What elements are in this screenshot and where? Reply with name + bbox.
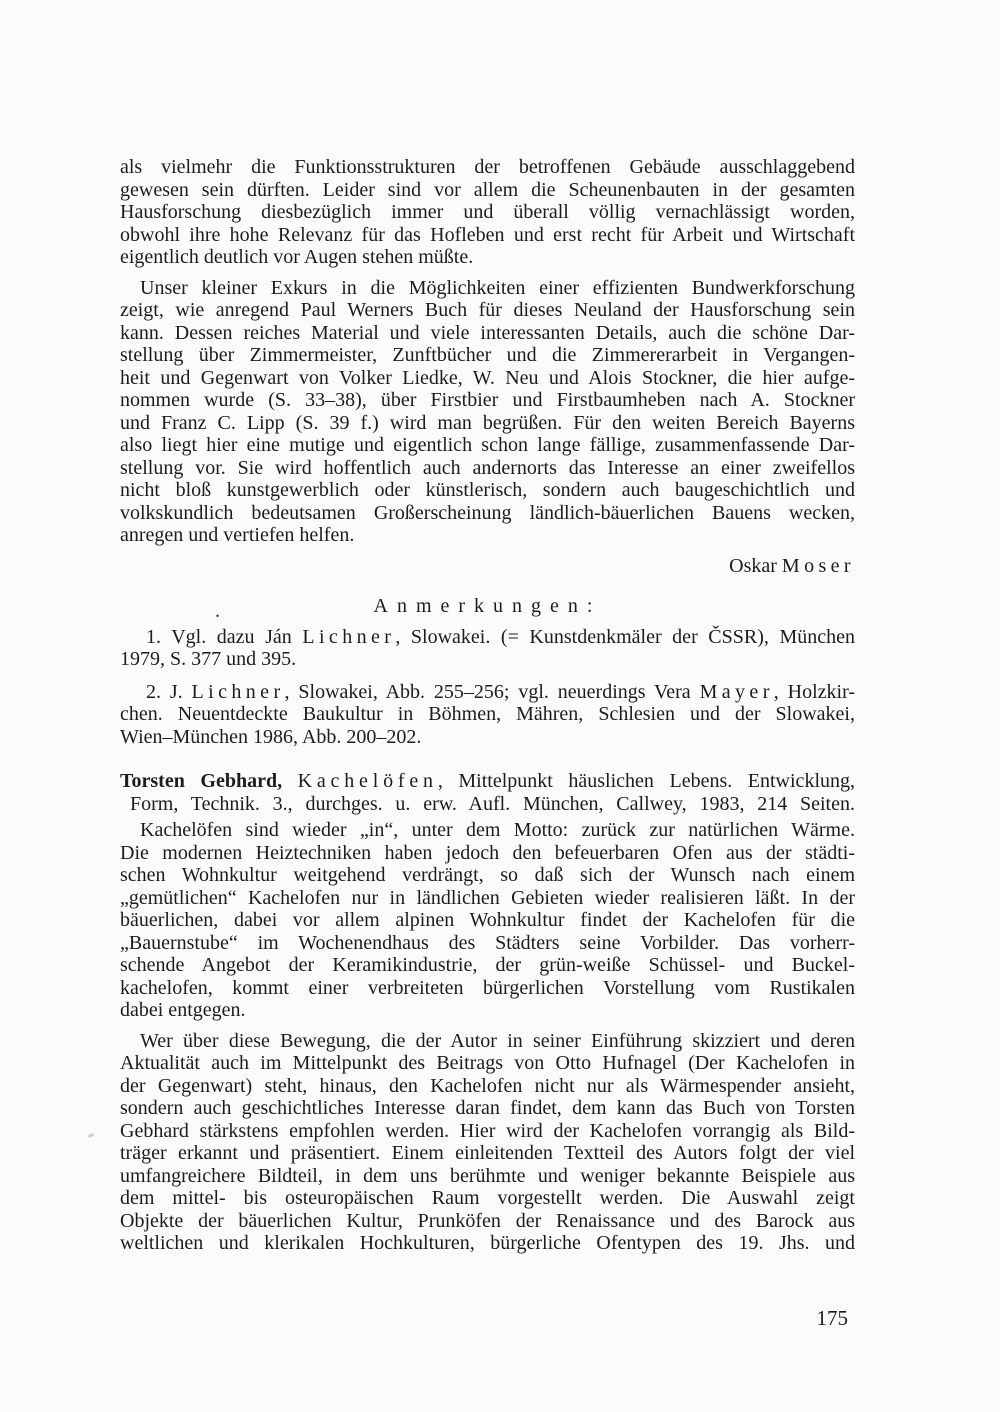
scan-artifact-speck	[88, 1133, 95, 1138]
text-line: dabei entgegen.	[120, 999, 246, 1021]
spaced-name: Lichner	[191, 680, 285, 703]
paragraph-exkurs	[120, 277, 855, 547]
footnote-1	[120, 626, 855, 671]
text-line: kann. Dessen reiches Material und viele interessanten Details, auch die schöne Dar-	[120, 321, 855, 344]
paragraph-continuation	[120, 156, 855, 269]
text-line: zeigt, wie anregend Paul Werners Buch für dieses Neuland der Hausforschung sein	[120, 299, 855, 321]
text-line: Aktualität auch im Mittelpunkt des Beitrags von Otto Hufnagel (Der Kachelofen in	[120, 1052, 855, 1074]
text-line: gewesen sein dürften. Leider sind vor allem die Scheunenbauten in der gesamten	[120, 178, 855, 201]
text-line: chen. Neuentdeckte Baukultur in Böhmen, Mähren, Schlesien und der Slowakei,	[120, 703, 855, 725]
spaced-name: Mayer	[699, 680, 774, 703]
text-line: sondern auch geschichtliches Interesse daran findet, dem kann das Buch von Torsten	[120, 1097, 855, 1119]
text-line: Unser kleiner Exkurs in die Möglichkeiten einer effizienten Bundwerkforschung	[140, 276, 855, 299]
text-line: bäuerlichen, dabei vor allem alpinen Wohnkultur findet der Kachelofen für die	[120, 909, 855, 931]
text-line: stellung über Zimmermeister, Zunftbücher und die Zimmererarbeit in Vergangen-	[120, 344, 855, 366]
footnote-text: 1. Vgl. dazu Ján	[146, 625, 303, 648]
footnote-text: , Slowakei. (= Kunstdenkmäler der ČSSR), München	[395, 625, 855, 648]
text-line: schende Angebot der Keramikindustrie, der grün-weiße Schüssel- und Buckel-	[120, 954, 855, 976]
text-line: und Franz C. Lipp (S. 39 f.) wird man begrüßen. Für den weiten Bereich Bayerns	[120, 411, 855, 434]
text-line: volkskundlich bedeutsamen Großerscheinung ländlich-bäuerlichen Bauens wecken,	[120, 501, 855, 524]
text-line: träger erkannt und präsentiert. Einem einleitenden Textteil des Autors folgt der viel	[120, 1142, 855, 1164]
review-author: Torsten Gebhard,	[120, 770, 283, 792]
text-line: Form, Technik. 3., durchges. u. erw. Aufl. München, Callwey, 1983, 214 Seiten.	[130, 792, 855, 815]
text-line	[120, 681, 855, 704]
text-line: eigentlich deutlich vor Augen stehen müßte.	[120, 246, 474, 268]
text-line: Objekte der bäuerlichen Kultur, Prunköfen der Renaissance und des Barock aus	[120, 1209, 855, 1232]
text-line: dem mittel- bis osteuropäischen Raum vorgestellt werden. Die Auswahl zeigt	[120, 1187, 855, 1209]
footnote-text: , Holzkir-	[773, 680, 855, 703]
text-line: stellung vor. Sie wird hoffentlich auch andernorts das Interesse an einer zweifellos	[120, 456, 855, 479]
text-line: Kachelöfen sind wieder „in“, unter dem Motto: zurück zur natürlichen Wärme.	[140, 819, 855, 841]
footnote-text: 2. J.	[146, 680, 192, 703]
spaced-name: Lichner	[302, 625, 396, 648]
review-heading	[120, 770, 855, 815]
text-line: schen Wohnkultur weitgehend verdrängt, so daß sich der Wunsch nach einem	[120, 864, 855, 886]
text-line	[120, 770, 855, 793]
text-line: Wien–München 1986, Abb. 200–202.	[120, 725, 422, 748]
text-line: Hausforschung diesbezüglich immer und überall völlig vernachlässigt worden,	[120, 201, 855, 223]
footnote-text: , Slowakei, Abb. 255–256; vgl. neuerdings Vera	[284, 680, 700, 703]
reviewer-signature	[120, 555, 855, 578]
text-line: der Gegenwart) steht, hinaus, den Kachelofen nicht nur als Wärmespender ansieht,	[120, 1074, 855, 1097]
footnote-2	[120, 681, 855, 749]
text-line: obwohl ihre hohe Relevanz für das Hofleben und erst recht für Arbeit und Wirtschaft	[120, 223, 855, 246]
text-line: umfangreichere Bildteil, in dem uns berühmte und weniger bekannte Beispiele aus	[120, 1164, 855, 1187]
text-line: anregen und vertiefen helfen.	[120, 524, 355, 546]
text-line: 1979, S. 377 und 395.	[120, 648, 297, 670]
paragraph-bewegung	[120, 1030, 855, 1255]
text-line: „Bauernstube“ im Wochenendhaus des Städters seine Vorbilder. Das vorherr-	[120, 931, 855, 954]
text-line: weltlichen und klerikalen Hochkulturen, bürgerliche Ofentypen des 19. Jhs. und	[120, 1232, 855, 1254]
review-title-spaced: Kachelöfen	[297, 770, 438, 792]
text-line: als vielmehr die Funktionsstrukturen der betroffenen Gebäude ausschlaggebend	[120, 156, 855, 178]
signature-first-name: Oskar	[729, 554, 777, 577]
signature-last-name: Moser	[781, 554, 855, 577]
text-line: nicht bloß kunstgewerblich oder künstlerisch, sondern auch baugeschichtlich und	[120, 479, 855, 501]
text-line: heit und Gegenwart von Volker Liedke, W. Neu und Alois Stockner, die hier aufge-	[120, 366, 855, 389]
text-line: nommen wurde (S. 33–38), über Firstbier und Firstbaumheben nach A. Stockner	[120, 389, 855, 411]
review-title-rest: , Mittelpunkt häuslichen Lebens. Entwicklung,	[437, 770, 855, 792]
paragraph-kacheloefen	[120, 819, 855, 1022]
text-line	[120, 626, 855, 649]
text-line: also liegt hier eine mutige und eigentlich schon lange fällige, zusammenfassende Dar-	[120, 434, 855, 456]
page-text-block	[120, 156, 855, 1255]
text-line: „gemütlichen“ Kachelofen nur in ländlichen Gebieten wieder realisieren läßt. In der	[120, 886, 855, 909]
notes-heading: Anmerkungen:	[373, 595, 602, 617]
text-line: kachelofen, kommt einer verbreiteten bürgerlichen Vorstellung vom Rustikalen	[120, 976, 855, 999]
page-number: 175	[816, 1306, 848, 1330]
text-line: Gebhard stärkstens empfohlen werden. Hier wird der Kachelofen vorrangig als Bild-	[120, 1119, 855, 1142]
text-line: Wer über diese Bewegung, die der Autor in seiner Einführung skizziert und deren	[140, 1029, 855, 1052]
scan-artifact-dot: .	[215, 600, 220, 622]
text-line: Die modernen Heiztechniken haben jedoch den befeuerbaren Ofen aus der städti-	[120, 841, 855, 864]
